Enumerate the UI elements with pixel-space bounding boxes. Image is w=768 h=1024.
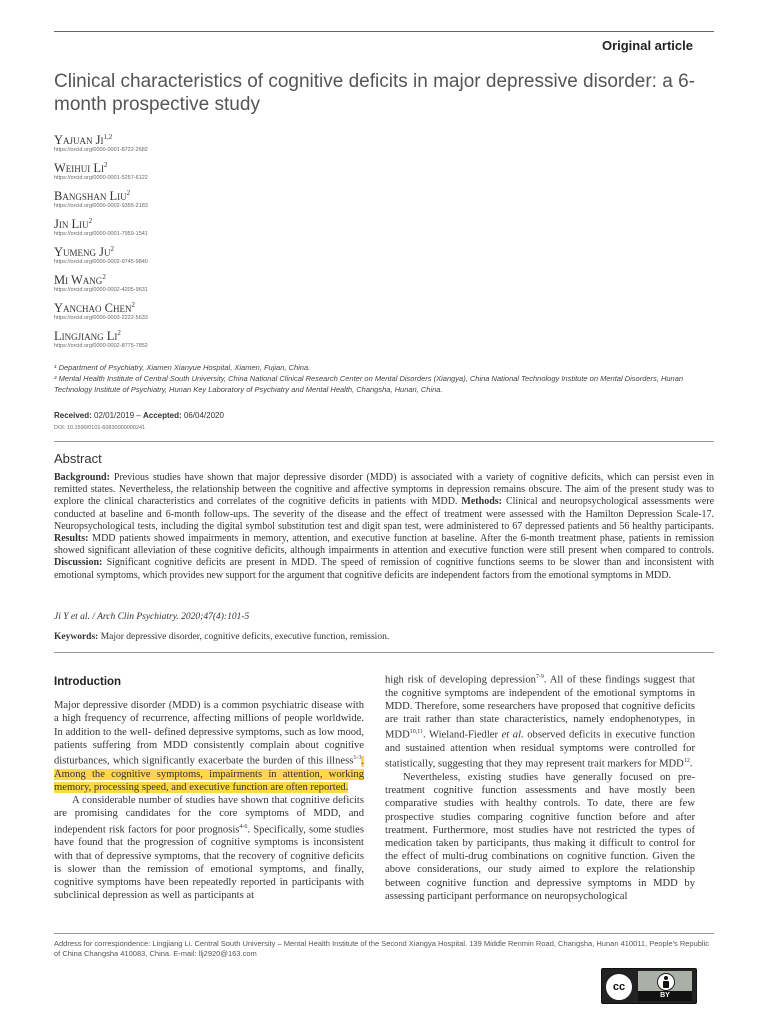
orcid-link[interactable]: https://orcid.org/0000-0002-8775-7852: [54, 343, 148, 350]
background-label: Background:: [54, 472, 110, 483]
author-affil-sup: 2: [117, 329, 121, 337]
methods-text: Clinical and neuropsychological assessments were conducted at baseline and 6-month follow-ups. The severity of the disease and the effect of treatment were assessed with the Hamilton Depression Scale-17. Neuropsychological tests, including the digital symbol substitution test and digit span test, were administered to 67 depressed patients and 56 healthy participants.: [54, 496, 715, 532]
highlighted-text: . Among the cognitive symptoms, impairments in attention, working memory, processing speed, and executive function are often reported.: [54, 755, 364, 793]
orcid-link[interactable]: https://orcid.org/0000-0002-9355-2183: [54, 203, 148, 210]
intro-p2-text-cont: . Specifically, some studies have found that the progression of cognitive symptoms is inconsistent with that of depressive symptoms, that the recovery of cognitive deficits is slower than the remission of emotional symptoms, and finally, cognitive symptoms have been repeatedly reported in participants with subclinical depression as well as participants at: [54, 824, 364, 902]
accepted-date: 06/04/2020: [183, 411, 224, 420]
intro-r1-text: high risk of developing depression: [385, 674, 536, 686]
author: [54, 214, 354, 242]
ref-sup: 10,11: [409, 729, 424, 736]
abstract-rule-bottom: [54, 652, 714, 653]
author: [54, 326, 354, 354]
author: [54, 242, 354, 270]
footer-rule: [54, 933, 714, 934]
received-date: 02/01/2019: [94, 411, 135, 420]
section-label: Original article: [601, 38, 693, 53]
author: [54, 130, 354, 158]
article-title: Clinical characteristics of cognitive deficits in major depressive disorder: a 6-month prospective study: [54, 71, 695, 115]
author-affil-sup: 2: [131, 301, 135, 309]
abstract-rule-top: [54, 441, 714, 442]
intro-p2-text: A considerable number of studies have shown that cognitive deficits are promising candidates for the core symptoms of MDD, and independent risk factors for poor prognosis: [54, 795, 364, 836]
intro-r1-text-cont: . All of these findings suggest that the cognitive symptoms are independent of the emotional symptoms in MDD. Therefore, some researchers have proposed that cognitive deficits are trait rather than state characteristics, namely endophenotypes, in MDD: [385, 674, 695, 741]
orcid-link[interactable]: https://orcid.org/0000-0002-9745-9840: [54, 259, 148, 266]
orcid-link[interactable]: https://orcid.org/0000-0001-8722-2682: [54, 147, 148, 154]
author-name: Yumeng Ju: [54, 245, 111, 260]
citation: Ji Y et al. / Arch Clin Psychiatry. 2020;47(4):101-5: [54, 612, 250, 622]
author-name: Weihui Li: [54, 161, 105, 176]
author-affil-sup: 2: [102, 273, 106, 281]
author: [54, 298, 354, 326]
intro-p1-text: Major depressive disorder (MDD) is a common psychiatric disease with a high frequency of recurrence, affecting millions of people worldwide. In addition to the well- defined depressive symptoms, such as low mood, patients suffering from MDD consistently complain about cognitive disturbances, which significantly exacerbate the burden of this illness: [54, 700, 364, 767]
author: [54, 158, 354, 186]
cc-icon: cc: [604, 972, 634, 1002]
discussion-text: Significant cognitive deficits are present in MDD. The speed of remission of cognitive functions seems to be slower than and inconsistent with emotional symptoms, which provides new support for the argument that cognitive deficits are independent factors from the emotional symptoms in MDD.: [54, 557, 714, 581]
intro-paragraph-3: [385, 671, 695, 771]
et-al: et al.: [501, 729, 524, 741]
intro-right-column: [385, 671, 695, 903]
affiliations: [54, 362, 714, 395]
author: [54, 270, 354, 298]
author-affil-sup: 2: [104, 161, 108, 169]
intro-left-column: [54, 676, 364, 902]
affiliation-1: ¹ Department of Psychiatry, Xiamen Xianyue Hospital, Xiamen, Fujian, China.: [54, 363, 311, 372]
methods-label: Methods:: [461, 496, 502, 508]
author-name: Yanchao Chen: [54, 301, 132, 316]
author-name: Jin Liu: [54, 217, 89, 232]
intro-paragraph-2: [54, 794, 364, 902]
ref-sup: 4-6: [239, 823, 248, 830]
header-rule: [54, 31, 714, 32]
intro-r1-text-cont3: observed deficits in executive function and sustained attention when residual symptoms were controlled for statistically, suggesting that they may represent trait markers for MDD: [385, 729, 695, 770]
author-list: [54, 130, 354, 354]
author-name: Yajuan Ji: [54, 133, 104, 148]
keywords: [54, 632, 389, 642]
intro-r1-text-end: .: [689, 758, 693, 770]
results-label: Results:: [54, 533, 89, 545]
orcid-link[interactable]: https://orcid.org/0000-0001-5257-6122: [54, 175, 148, 182]
intro-heading: Introduction: [54, 676, 122, 688]
author-name: Bangshan Liu: [54, 189, 127, 204]
author-affil-sup: 2: [110, 245, 115, 253]
accepted-label: Accepted:: [142, 411, 182, 420]
keywords-text: Major depressive disorder, cognitive deficits, executive function, remission.: [100, 632, 390, 642]
ref-sup: 1-3: [353, 755, 362, 762]
correspondence-address: Address for correspondence: Lingjiang Li. Central South University – Mental Health Institute of the Second Xiangya Hospital. 139 Middle Renmin Road, Changsha, Hunan 410011, People's Republic of China Changsha 410083, China. E-mail: llj2920@163.com: [54, 939, 710, 958]
author-affil-sup: 2: [126, 189, 131, 197]
doi[interactable]: DOI: 10.1590/0101-60830000000241: [54, 425, 146, 431]
abstract-heading: Abstract: [54, 451, 102, 466]
background-text: Previous studies have shown that major depressive disorder (MDD) is associated with a variety of cognitive deficits, which can persist even in remitted states. Nevertheless, the relationship between the cognitive and affective symptoms in depression remains obscure. The aim of the present study was to explore the clinical characteristics and correlates of the cognitive deficits in patients with MDD.: [54, 472, 715, 508]
orcid-link[interactable]: https://orcid.org/0000-0002-4205-9631: [54, 287, 148, 294]
author: [54, 186, 354, 214]
results-text: MDD patients showed impairments in memory, attention, and executive function at baseline. After the 6-month treatment phase, patients in remission showed significant alleviation of these cognitive deficits, although impairments in attention and executive function were still present when compared to controls.: [54, 533, 715, 557]
ref-sup: 12: [683, 758, 690, 765]
intro-r1-text-cont2: . Wieland-Fiedler: [423, 729, 502, 741]
discussion-label: Discussion:: [54, 557, 103, 569]
received-label: Received:: [54, 411, 92, 420]
article-dates: [54, 411, 224, 420]
date-separator: –: [134, 411, 143, 420]
author-affil-sup: 2: [88, 217, 93, 225]
keywords-label: Keywords:: [54, 632, 99, 642]
author-affil-sup: 1,2: [103, 133, 113, 141]
abstract-body: [54, 472, 714, 582]
orcid-link[interactable]: https://orcid.org/0000-0003-2222-5633: [54, 315, 148, 322]
affiliation-2: ² Mental Health Institute of Central South University, China National Clinical Research Center on Mental Disorders (Xiangya), China National Technology Institute on Mental Disorders, Hunan Technology Institute of Psychiatry, Hunan Key Laboratory of Psychiatry and Mental Health, Changsha, Hunan, China.: [54, 374, 684, 394]
intro-paragraph-1: [54, 699, 364, 794]
by-label: BY: [638, 991, 692, 1001]
intro-paragraph-4: Nevertheless, existing studies have generally focused on pre-treatment cognitive function assessments and have mostly been comparative studies with healthy controls. To date, there are few prospective studies comparing cognitive function before and after treatment. Furthermore, most studies have not restricted the types of medication taken by participants, thus making it difficult to control for the effect of multi-drug combinations on cognitive function. Given the above considerations, our study aimed to explore the relationship between cognitive function and depressive symptoms in MDD by assessing participant performance on neuropsychological: [385, 772, 695, 902]
author-name: Lingjiang Li: [54, 329, 118, 344]
attribution-person-icon: [657, 973, 675, 991]
cc-by-license-badge[interactable]: [601, 968, 697, 1004]
author-name: Mi Wang: [54, 273, 103, 288]
by-block: [638, 971, 692, 1001]
orcid-link[interactable]: https://orcid.org/0000-0001-7959-1541: [54, 231, 148, 238]
ref-sup: 7-9: [535, 674, 544, 680]
